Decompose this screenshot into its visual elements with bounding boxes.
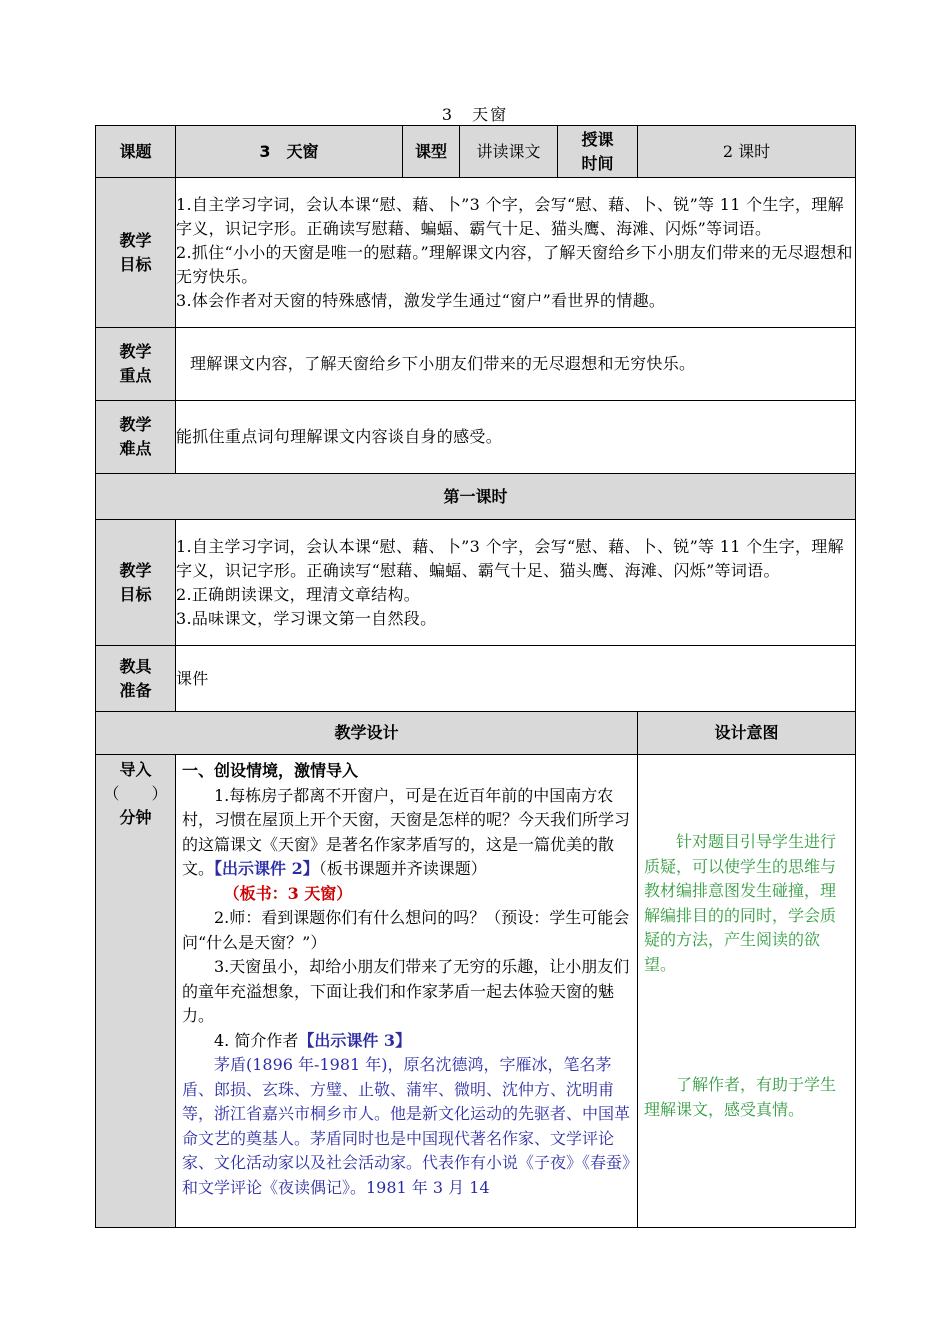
period-goals-row [96,520,856,646]
goal-line: 2.正确朗读课文，理清文章结构。 [176,584,421,604]
hours-value: 2 课时 [638,126,856,178]
slide-reference: 【出示课件 2】 [214,859,319,878]
goals-row [96,178,856,328]
period-goals-content [176,520,856,646]
intent-note-2: 了解作者，有助于学生理解课文，感受真情。 [644,1075,837,1119]
period-goals-label: 教学 目标 [96,520,176,646]
design-header: 教学设计 [96,712,638,755]
difficulties-text: 能抓住重点词句理解课文内容谈自身的感受。 [176,401,856,474]
period-title: 第一课时 [96,474,856,520]
type-value: 讲读课文 [460,126,558,178]
goal-line: 3.体会作者对天窗的特殊感情，激发学生通过“窗户”看世界的情趣。 [176,290,666,310]
key-points-row [96,328,856,401]
key-points-text: 理解课文内容，了解天窗给乡下小朋友们带来的无尽遐想和无穷快乐。 [176,328,856,401]
intro-row [96,755,856,1228]
intro-paragraph-2: 2.师：看到课题你们有什么想问的吗？（预设：学生可能会问“什么是天窗？”） [182,908,630,952]
tools-row [96,646,856,712]
intro-paragraph-4: 4. 简介作者【出示课件 3】 [214,1030,412,1050]
goal-line: 1.自主学习字词，会认本课“慰、藉、卜”3 个字，会写“慰、藉、卜、锐”等 11 个生字，理解字义，识记字形。正确读写慰藉、蝙蝠、霸气十足、猫头鹰、海滩、闪烁”等词语。 [176,194,844,238]
lesson-plan-table [95,125,856,1228]
hours-label: 授课 时间 [558,126,638,178]
author-bio: 茅盾(1896 年-1981 年)，原名沈德鸿，字雁冰，笔名茅盾、郎损、玄珠、方璧、止敬、蒲牢、微明、沈仲方、沈明甫等，浙江省嘉兴市桐乡市人。他是新文化运动的先驱者、中国革命文艺的奠基人。茅盾同时也是中国现代著名作家、文学评论家、文化活动家以及社会活动家。代表作有小说《子夜》《春蚕》和文学评论《夜读偶记》。1981 年 3 月 14 [182,1055,631,1197]
design-header-row [96,712,856,755]
goals-content [176,178,856,328]
header-row [96,126,856,178]
difficulties-label: 教学 难点 [96,401,176,474]
goals-label: 教学 目标 [96,178,176,328]
intro-paragraph-1: 1.每栋房子都离不开窗户，可是在近百年前的中国南方农村，习惯在屋顶上开个天窗，天窗是怎样的呢？今天我们所学习的这篇课文《天窗》是著名作家茅盾写的，这是一篇优美的散文。【出示课件 2】（板书课题并齐读课题） [182,785,631,878]
difficulties-row [96,401,856,474]
type-label: 课型 [403,126,460,178]
goal-line: 2.抓住“小小的天窗是唯一的慰藉。”理解课文内容，了解天窗给乡下小朋友们带来的无尽遐想和无穷快乐。 [176,242,853,286]
section-heading: 一、创设情境，激情导入 [182,761,359,780]
intro-content [176,755,638,1228]
goal-line: 3.品味课文，学习课文第一自然段。 [176,608,437,628]
intent-content [638,755,856,1228]
key-points-label: 教学 重点 [96,328,176,401]
period-row [96,474,856,520]
slide-reference: 【出示课件 3】 [298,1030,412,1050]
tools-text: 课件 [176,646,856,712]
intro-paragraph-3: 3.天窗虽小，却给小朋友们带来了无穷的乐趣，让小朋友们的童年充溢想象，下面让我们和作家茅盾一起去体验天窗的魅力。 [182,957,630,1025]
document-title: 3 天窗 [441,105,509,124]
goal-line: 1.自主学习字词，会认本课“慰、藉、卜”3 个字，会写“慰、藉、卜、锐”等 11 个生字，理解字义，识记字形。正确读写“慰藉、蝙蝠、霸气十足、猫头鹰、海滩、闪烁”等词语。 [176,536,844,580]
topic-label: 课题 [96,126,176,178]
board-note: （板书：3 天窗） [223,883,353,903]
tools-label: 教具 准备 [96,646,176,712]
topic-value: 3 天窗 [176,126,403,178]
intent-note-1: 针对题目引导学生进行质疑，可以使学生的思维与教材编排意图发生碰撞，理解编排目的的同时，学会质疑的方法，产生阅读的欲望。 [644,832,837,974]
intent-header: 设计意图 [638,712,856,755]
intro-label: 导入 （ ） 分钟 [96,755,176,1228]
